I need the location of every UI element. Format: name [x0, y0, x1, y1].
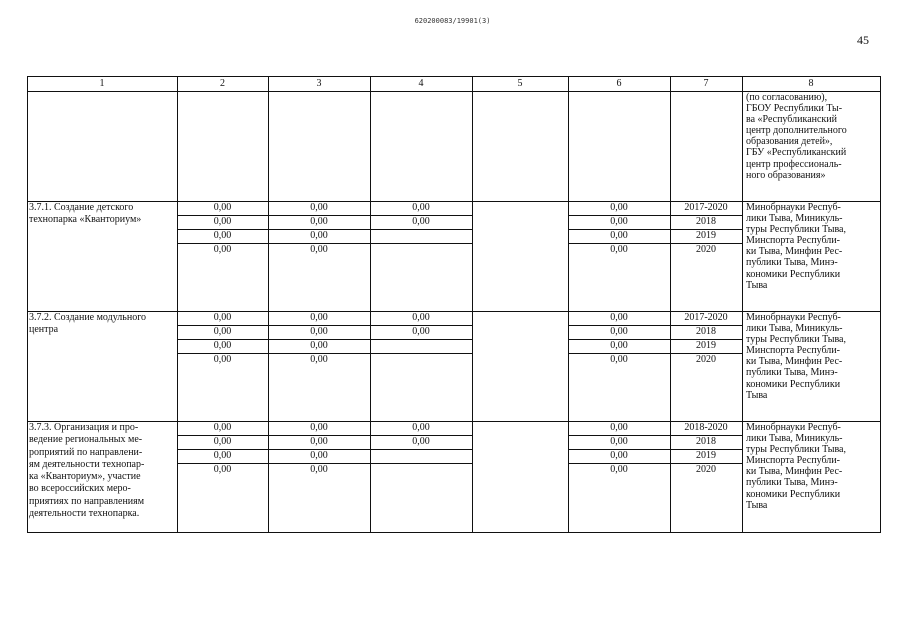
activity-name-line: роприятий по направлени- [29, 446, 143, 458]
executor-line: лики Тыва, Миникуль- [746, 433, 843, 445]
executor-line: Минобрнауки Респуб- [746, 312, 841, 323]
cell-c2: 0,00 [213, 340, 232, 351]
cell-c3: 0,00 [310, 464, 328, 475]
cell-c6: 0,00 [610, 326, 628, 337]
cell-c3: 0,00 [310, 422, 328, 433]
cell-c3: 0,00 [310, 202, 328, 213]
header-cell-3: 3 [316, 78, 322, 89]
cell-c3: 0,00 [310, 230, 328, 241]
executor-line: публики Тыва, Минэ- [746, 477, 838, 489]
cell-c4: 0,00 [412, 326, 430, 337]
cell-c2: 0,00 [213, 422, 232, 433]
executors [746, 422, 878, 511]
header-cell-8: 8 [808, 78, 814, 89]
cell-c6: 0,00 [610, 230, 628, 241]
executor-line: лики Тыва, Миникуль- [746, 323, 843, 335]
column-border-3 [370, 76, 371, 533]
cell-c2: 0,00 [213, 450, 232, 461]
cell-c2: 0,00 [213, 464, 232, 475]
header-cell-1: 1 [99, 78, 105, 89]
header-cell-2: 2 [220, 78, 225, 89]
cell-c4: 0,00 [412, 422, 430, 433]
executor-line: публики Тыва, Минэ- [746, 367, 838, 379]
executor-line: Минспорта Республи- [746, 345, 840, 357]
column-border-8 [880, 76, 881, 533]
cell-c6: 0,00 [610, 216, 628, 227]
table-top-border [27, 76, 881, 77]
executor-line: образования детей», [746, 136, 833, 148]
cell-c7: 2019 [696, 340, 716, 351]
executor-line: публики Тыва, Минэ- [746, 257, 838, 269]
executor-line: ного образования» [746, 169, 826, 181]
cell-c7: 2018-2020 [684, 422, 728, 433]
executor-line: ки Тыва, Минфин Рес- [746, 246, 843, 258]
header-cell-4: 4 [418, 78, 424, 89]
executor-line: ва «Республиканский [746, 114, 837, 126]
cell-c7: 2020 [696, 244, 716, 255]
cell-c3: 0,00 [310, 436, 328, 447]
cell-c4: 0,00 [412, 312, 430, 323]
executor-line: Минспорта Республи- [746, 235, 840, 247]
page-number: 45 [857, 33, 869, 47]
activity-name-line: ям деятельности технопар- [29, 458, 145, 470]
cell-c3: 0,00 [310, 216, 328, 227]
cell-c6: 0,00 [610, 354, 628, 365]
header-cell-6: 6 [616, 78, 622, 89]
cell-c4: 0,00 [412, 436, 430, 447]
cell-c6: 0,00 [610, 450, 628, 461]
executor-line: кономики Республики [746, 378, 841, 390]
activity-name [29, 422, 177, 520]
cell-c7: 2019 [696, 450, 716, 461]
cell-c7: 2018 [696, 436, 716, 447]
executor-line: Тыва [746, 279, 768, 291]
cell-c3: 0,00 [310, 354, 328, 365]
activity-name-line: 3.7.2. Создание модульного [29, 312, 147, 323]
cell-c2: 0,00 [213, 312, 232, 323]
cell-c2: 0,00 [213, 216, 232, 227]
executor-line: ГБУ «Республиканский [746, 147, 847, 159]
cell-c7: 2020 [696, 354, 716, 365]
cell-c6: 0,00 [610, 244, 628, 255]
executor-line: (по согласованию), [746, 92, 828, 103]
executors [746, 312, 878, 401]
header-cell-7: 7 [703, 78, 709, 89]
activity-name-line: технопарка «Кванториум» [29, 214, 142, 226]
executor-line: Тыва [746, 389, 768, 401]
cell-c7: 2017-2020 [684, 202, 728, 213]
activity-name-line: деятельности технопарка. [29, 508, 140, 520]
cell-c6: 0,00 [610, 422, 628, 433]
activity-name-line: приятиях по направлениям [29, 495, 145, 507]
executor-line: Минобрнауки Респуб- [746, 422, 841, 433]
activity-name [29, 202, 177, 227]
activity-name-line: 3.7.3. Организация и про- [29, 422, 139, 433]
cell-c6: 0,00 [610, 464, 628, 475]
cell-c3: 0,00 [310, 450, 328, 461]
cell-c7: 2018 [696, 216, 716, 227]
cell-c2: 0,00 [213, 436, 232, 447]
cell-c7: 2017-2020 [684, 312, 728, 323]
executor-line: лики Тыва, Миникуль- [746, 213, 843, 225]
cell-c6: 0,00 [610, 436, 628, 447]
table-bottom-border [27, 532, 881, 533]
executor-line: центр дополнительного [746, 125, 847, 137]
cell-c2: 0,00 [213, 244, 232, 255]
executor-line: Минспорта Республи- [746, 455, 840, 467]
activity-name-line: ка «Кванториум», участие [29, 471, 141, 483]
cell-c3: 0,00 [310, 244, 328, 255]
cell-c4: 0,00 [412, 202, 430, 213]
executor-line: Тыва [746, 499, 768, 511]
cell-c6: 0,00 [610, 312, 628, 323]
executor-line: кономики Республики [746, 268, 841, 280]
cell-c3: 0,00 [310, 312, 328, 323]
executor-line: ГБОУ Республики Ты- [746, 103, 843, 115]
cell-c2: 0,00 [213, 202, 232, 213]
executor-line: туры Республики Тыва, [746, 224, 846, 236]
header-cell-5: 5 [517, 78, 523, 89]
cell-c2: 0,00 [213, 230, 232, 241]
cell-c4: 0,00 [412, 216, 430, 227]
cell-c7: 2019 [696, 230, 716, 241]
activity-name-line: во всероссийских меро- [29, 483, 131, 495]
executor-line: центр профессиональ- [746, 158, 842, 170]
executor-line: кономики Республики [746, 488, 841, 500]
cell-c3: 0,00 [310, 326, 328, 337]
activity-name-line: ведение региональных ме- [29, 434, 143, 446]
executor-line: туры Республики Тыва, [746, 334, 846, 346]
activity-name [29, 312, 177, 337]
executors [746, 202, 878, 291]
cell-c2: 0,00 [213, 326, 232, 337]
executor-line: туры Республики Тыва, [746, 444, 846, 456]
continuation-executors [746, 92, 878, 181]
executor-line: ки Тыва, Минфин Рес- [746, 466, 843, 478]
cell-c2: 0,00 [213, 354, 232, 365]
cell-c6: 0,00 [610, 340, 628, 351]
cell-c3: 0,00 [310, 340, 328, 351]
activity-name-line: центра [29, 324, 59, 336]
column-border-7 [742, 76, 743, 533]
column-border-0 [27, 76, 28, 533]
cell-c6: 0,00 [610, 202, 628, 213]
cell-c7: 2018 [696, 326, 716, 337]
executor-line: ки Тыва, Минфин Рес- [746, 356, 843, 368]
document-id: 620200083/19901(3) [414, 17, 491, 25]
column-border-4 [472, 76, 473, 533]
activity-name-line: 3.7.1. Создание детского [29, 202, 134, 213]
cell-c7: 2020 [696, 464, 716, 475]
executor-line: Минобрнауки Респуб- [746, 202, 841, 213]
